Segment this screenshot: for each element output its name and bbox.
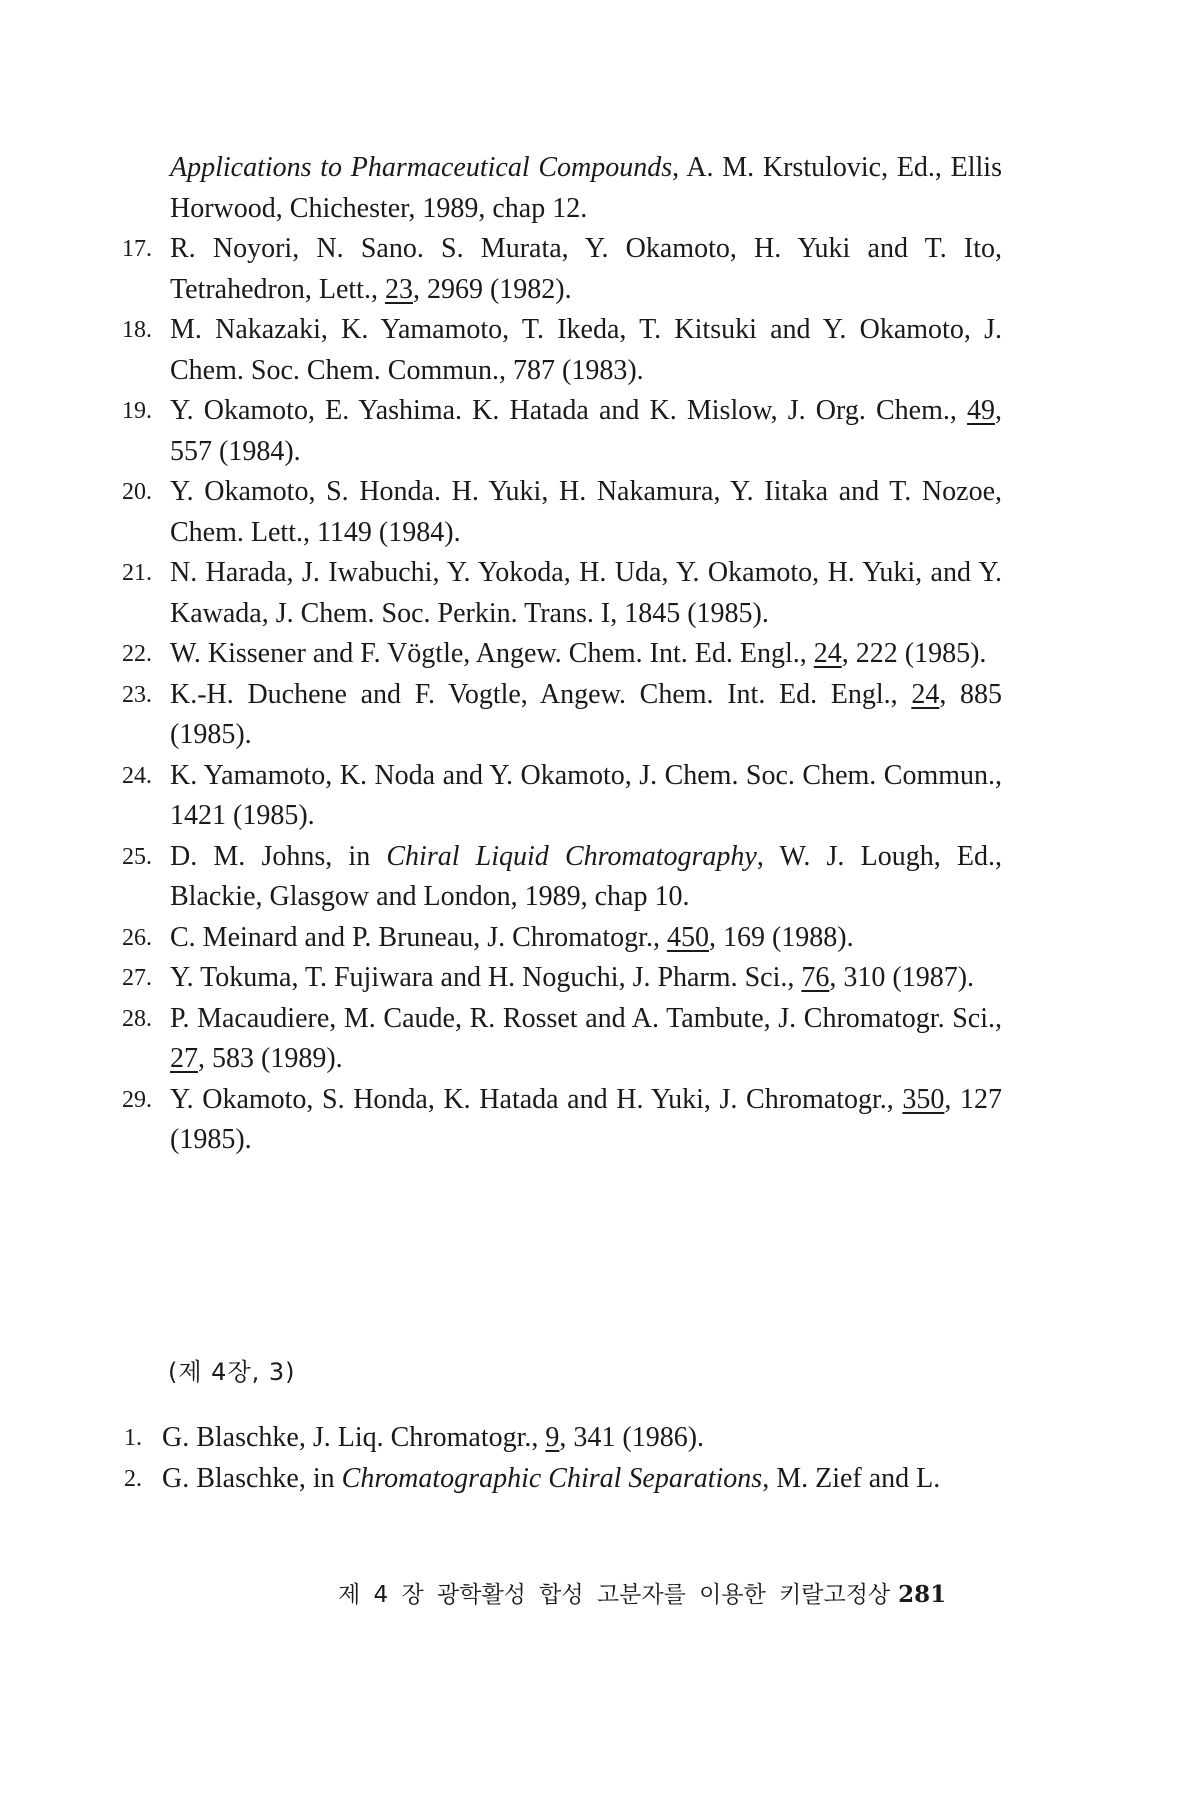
reference-number: 2.	[124, 1465, 142, 1492]
reference-number: 25.	[122, 843, 152, 870]
reference-segment: W. Kissener and F. Vögtle, Angew. Chem. Int. Ed. Engl.,	[170, 638, 814, 669]
reference-item	[122, 391, 1002, 472]
reference-item	[122, 472, 1002, 553]
reference-text	[170, 1080, 1002, 1161]
reference-text	[170, 391, 1002, 472]
reference-segment: Y. Okamoto, E. Yashima. K. Hatada and K. Mislow, J. Org. Chem.,	[170, 395, 967, 426]
reference-volume: 450	[666, 921, 709, 953]
reference-text	[170, 999, 1002, 1080]
reference-number: 24.	[122, 762, 152, 789]
reference-text	[162, 1459, 1004, 1500]
reference-text	[170, 675, 1002, 756]
reference-text	[162, 1418, 1004, 1459]
reference-text	[170, 553, 1002, 634]
reference-segment: Y. Tokuma, T. Fujiwara and H. Noguchi, J. Pharm. Sci.,	[170, 962, 802, 993]
reference-item	[122, 999, 1002, 1080]
reference-segment: M. Nakazaki, K. Yamamoto, T. Ikeda, T. Kitsuki and Y. Okamoto, J. Chem. Soc. Chem. Commun., 787 (1983).	[170, 314, 1002, 386]
reference-number: 29.	[122, 1086, 152, 1113]
reference-text	[170, 229, 1002, 310]
reference-item	[122, 229, 1002, 310]
reference-segment: , 885 (1985).	[170, 678, 1002, 750]
reference-segment: K.-H. Duchene and F. Vogtle, Angew. Chem. Int. Ed. Engl.,	[170, 678, 912, 710]
reference-text	[170, 634, 1002, 675]
reference-segment: , W. J. Lough, Ed., Blackie, Glasgow and London, 1989, chap 10.	[170, 840, 1002, 912]
reference-list	[122, 148, 1002, 1161]
reference-segment: , 557 (1984).	[170, 395, 1002, 467]
reference-item	[122, 675, 1002, 756]
reference-text	[170, 756, 1002, 837]
reference-number: 20.	[122, 479, 152, 505]
reference-segment: , 169 (1988).	[708, 921, 854, 953]
footer-chapter-title: 제 4 장 광학활성 합성 고분자를 이용한 키랄고정상	[338, 1582, 891, 1608]
reference-segment: R. Noyori, N. Sano. S. Murata, Y. Okamoto, H. Yuki and T. Ito, Tetrahedron, Lett.,	[170, 233, 1002, 305]
reference-volume: 76	[801, 962, 830, 993]
reference-volume: 27	[170, 1043, 198, 1074]
reference-item	[122, 918, 1002, 959]
reference-text	[170, 958, 1002, 999]
reference-segment: G. Blaschke, in	[162, 1462, 342, 1494]
reference-item	[122, 958, 1002, 999]
reference-segment: , 222 (1985).	[841, 638, 987, 669]
reference-volume: 49	[967, 395, 995, 426]
reference-volume: 24	[813, 638, 842, 669]
reference-segment: , 310 (1987).	[829, 962, 975, 993]
reference-text	[170, 918, 1002, 959]
reference-item	[122, 634, 1002, 675]
reference-segment: , 341 (1986).	[559, 1422, 705, 1453]
reference-item	[122, 553, 1002, 634]
reference-number: 23.	[122, 681, 152, 708]
reference-text	[170, 310, 1002, 391]
reference-number: 22.	[122, 641, 152, 667]
reference-segment: P. Macaudiere, M. Caude, R. Rosset and A. Tambute, J. Chromatogr. Sci.,	[170, 1002, 1002, 1034]
reference-segment: , 127 (1985).	[170, 1083, 1002, 1155]
reference-text	[170, 472, 1002, 553]
reference-number: 18.	[122, 317, 152, 343]
reference-number: 27.	[122, 965, 152, 991]
reference-number: 17.	[122, 236, 152, 262]
reference-text	[170, 148, 1002, 229]
reference-number: 26.	[122, 924, 152, 951]
reference-title-italic: Chromatographic Chiral Separations	[341, 1462, 763, 1494]
reference-volume: 23	[384, 273, 413, 305]
reference-item	[124, 1459, 1004, 1500]
reference-segment: G. Blaschke, J. Liq. Chromatogr.,	[162, 1422, 546, 1453]
section-heading: (제 4장, 3)	[168, 1358, 296, 1386]
reference-item	[124, 1418, 1004, 1459]
reference-segment: D. M. Johns, in	[170, 840, 387, 872]
reference-title-italic: Applications to Pharmaceutical Compounds	[170, 152, 673, 183]
reference-segment: K. Yamamoto, K. Noda and Y. Okamoto, J. Chem. Soc. Chem. Commun., 1421 (1985).	[170, 759, 1002, 831]
reference-item	[122, 310, 1002, 391]
reference-segment: , A. M. Krstulovic, Ed., Ellis Horwood, Chichester, 1989, chap 12.	[170, 152, 1002, 224]
reference-number: 1.	[124, 1425, 142, 1451]
reference-segment: Y. Okamoto, S. Honda. H. Yuki, H. Nakamura, Y. Iitaka and T. Nozoe, Chem. Lett., 1149 (1984).	[170, 476, 1002, 548]
reference-segment: , 2969 (1982).	[412, 273, 572, 305]
reference-number: 21.	[122, 560, 152, 586]
reference-title-italic: Chiral Liquid Chromatography	[386, 840, 757, 872]
reference-segment: , M. Zief and L.	[762, 1462, 941, 1494]
reference-segment: , 583 (1989).	[198, 1043, 343, 1074]
reference-number: 28.	[122, 1005, 152, 1032]
reference-item	[122, 148, 1002, 229]
page-number: 281	[898, 1581, 947, 1608]
reference-item	[122, 756, 1002, 837]
section-reference-list	[124, 1418, 1004, 1499]
reference-text	[170, 837, 1002, 918]
reference-segment: C. Meinard and P. Bruneau, J. Chromatogr.,	[170, 921, 667, 953]
reference-segment: Y. Okamoto, S. Honda, K. Hatada and H. Yuki, J. Chromatogr.,	[170, 1083, 903, 1115]
reference-volume: 9	[545, 1422, 560, 1453]
reference-segment: N. Harada, J. Iwabuchi, Y. Yokoda, H. Uda, Y. Okamoto, H. Yuki, and Y. Kawada, J. Chem. Soc. Perkin. Trans. I, 1845 (1985).	[170, 557, 1002, 629]
reference-item	[122, 1080, 1002, 1161]
reference-volume: 350	[902, 1083, 945, 1115]
page-footer	[338, 1576, 946, 1609]
reference-item	[122, 837, 1002, 918]
reference-number: 19.	[122, 398, 152, 424]
reference-volume: 24	[911, 678, 940, 710]
